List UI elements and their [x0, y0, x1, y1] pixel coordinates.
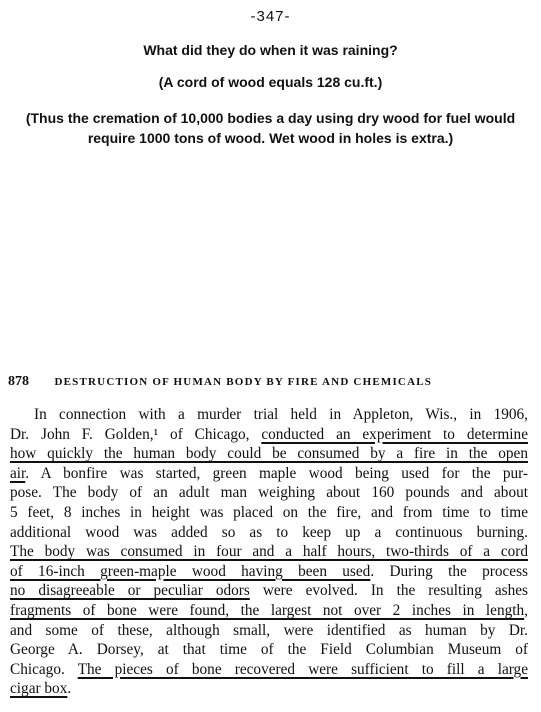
underlined-passage: cigar box — [10, 680, 68, 698]
question-text: What did they do when it was raining? — [143, 42, 398, 58]
excerpt-running-title: DESTRUCTION OF HUMAN BODY BY FIRE AND CHEMICALS — [54, 376, 433, 388]
text-line: pose. The body of an adult man weighing about 160 pounds and about — [10, 484, 528, 502]
cremation-note-line-1: (Thus the cremation of 10,000 bodies a day using dry wood for fuel would — [25, 110, 516, 126]
cremation-note-line-2: require 1000 tons of wood. Wet wood in holes is extra.) — [87, 130, 454, 146]
text-line: air. A bonfire was started, green maple wood being used for the pur- — [10, 464, 528, 482]
text-line: of 16-inch green-maple wood having been used. During the process — [10, 562, 528, 580]
excerpt-paragraph — [10, 405, 528, 699]
underlined-passage: of 16-inch green-maple wood having been used — [10, 562, 371, 580]
text-line: no disagreeable or peculiar odors were evolved. In the resulting ashes — [10, 582, 528, 600]
cord-note: (A cord of wood equals 128 cu.ft.) — [158, 74, 383, 90]
underlined-passage: air — [10, 464, 26, 482]
text-line: additional wood was added so as to keep up a continuous burning. — [10, 523, 528, 541]
underlined-passage: fragments of bone were found, the largest not over 2 inches in length — [10, 601, 525, 619]
excerpt-header — [8, 374, 531, 390]
underlined-passage: The body was consumed in four and a half hours, two-thirds of a cord — [10, 543, 528, 561]
underlined-passage: The pieces of bone recovered were sufficient to fill a large — [77, 660, 528, 678]
text-line: Dr. John F. Golden,¹ of Chicago, conducted an experiment to determine — [10, 425, 528, 443]
text-line — [10, 542, 528, 562]
underlined-passage: conducted an experiment to determine — [261, 425, 528, 443]
text-line: fragments of bone were found, the largest not over 2 inches in length, — [10, 601, 528, 619]
text-line: cigar box. — [10, 680, 72, 698]
cremation-note — [0, 108, 541, 148]
text-line: George A. Dorsey, at that time of the Field Columbian Museum of — [10, 641, 528, 659]
page-number: -347- — [250, 8, 291, 25]
text-line: 5 feet, 8 inches in height was placed on the fire, and from time to time — [10, 503, 528, 521]
underlined-passage: how quickly the human body could be consumed by a fire in the open — [10, 445, 528, 463]
text-line: In connection with a murder trial held in Appleton, Wis., in 1906, — [34, 406, 528, 423]
text-line — [10, 444, 528, 464]
text-line: and some of these, although small, were identified as human by Dr. — [10, 621, 528, 639]
underlined-passage: no disagreeable or peculiar odors — [10, 582, 250, 600]
excerpt-page-number: 878 — [8, 374, 29, 389]
text-line: Chicago. The pieces of bone recovered were sufficient to fill a large — [10, 660, 528, 678]
